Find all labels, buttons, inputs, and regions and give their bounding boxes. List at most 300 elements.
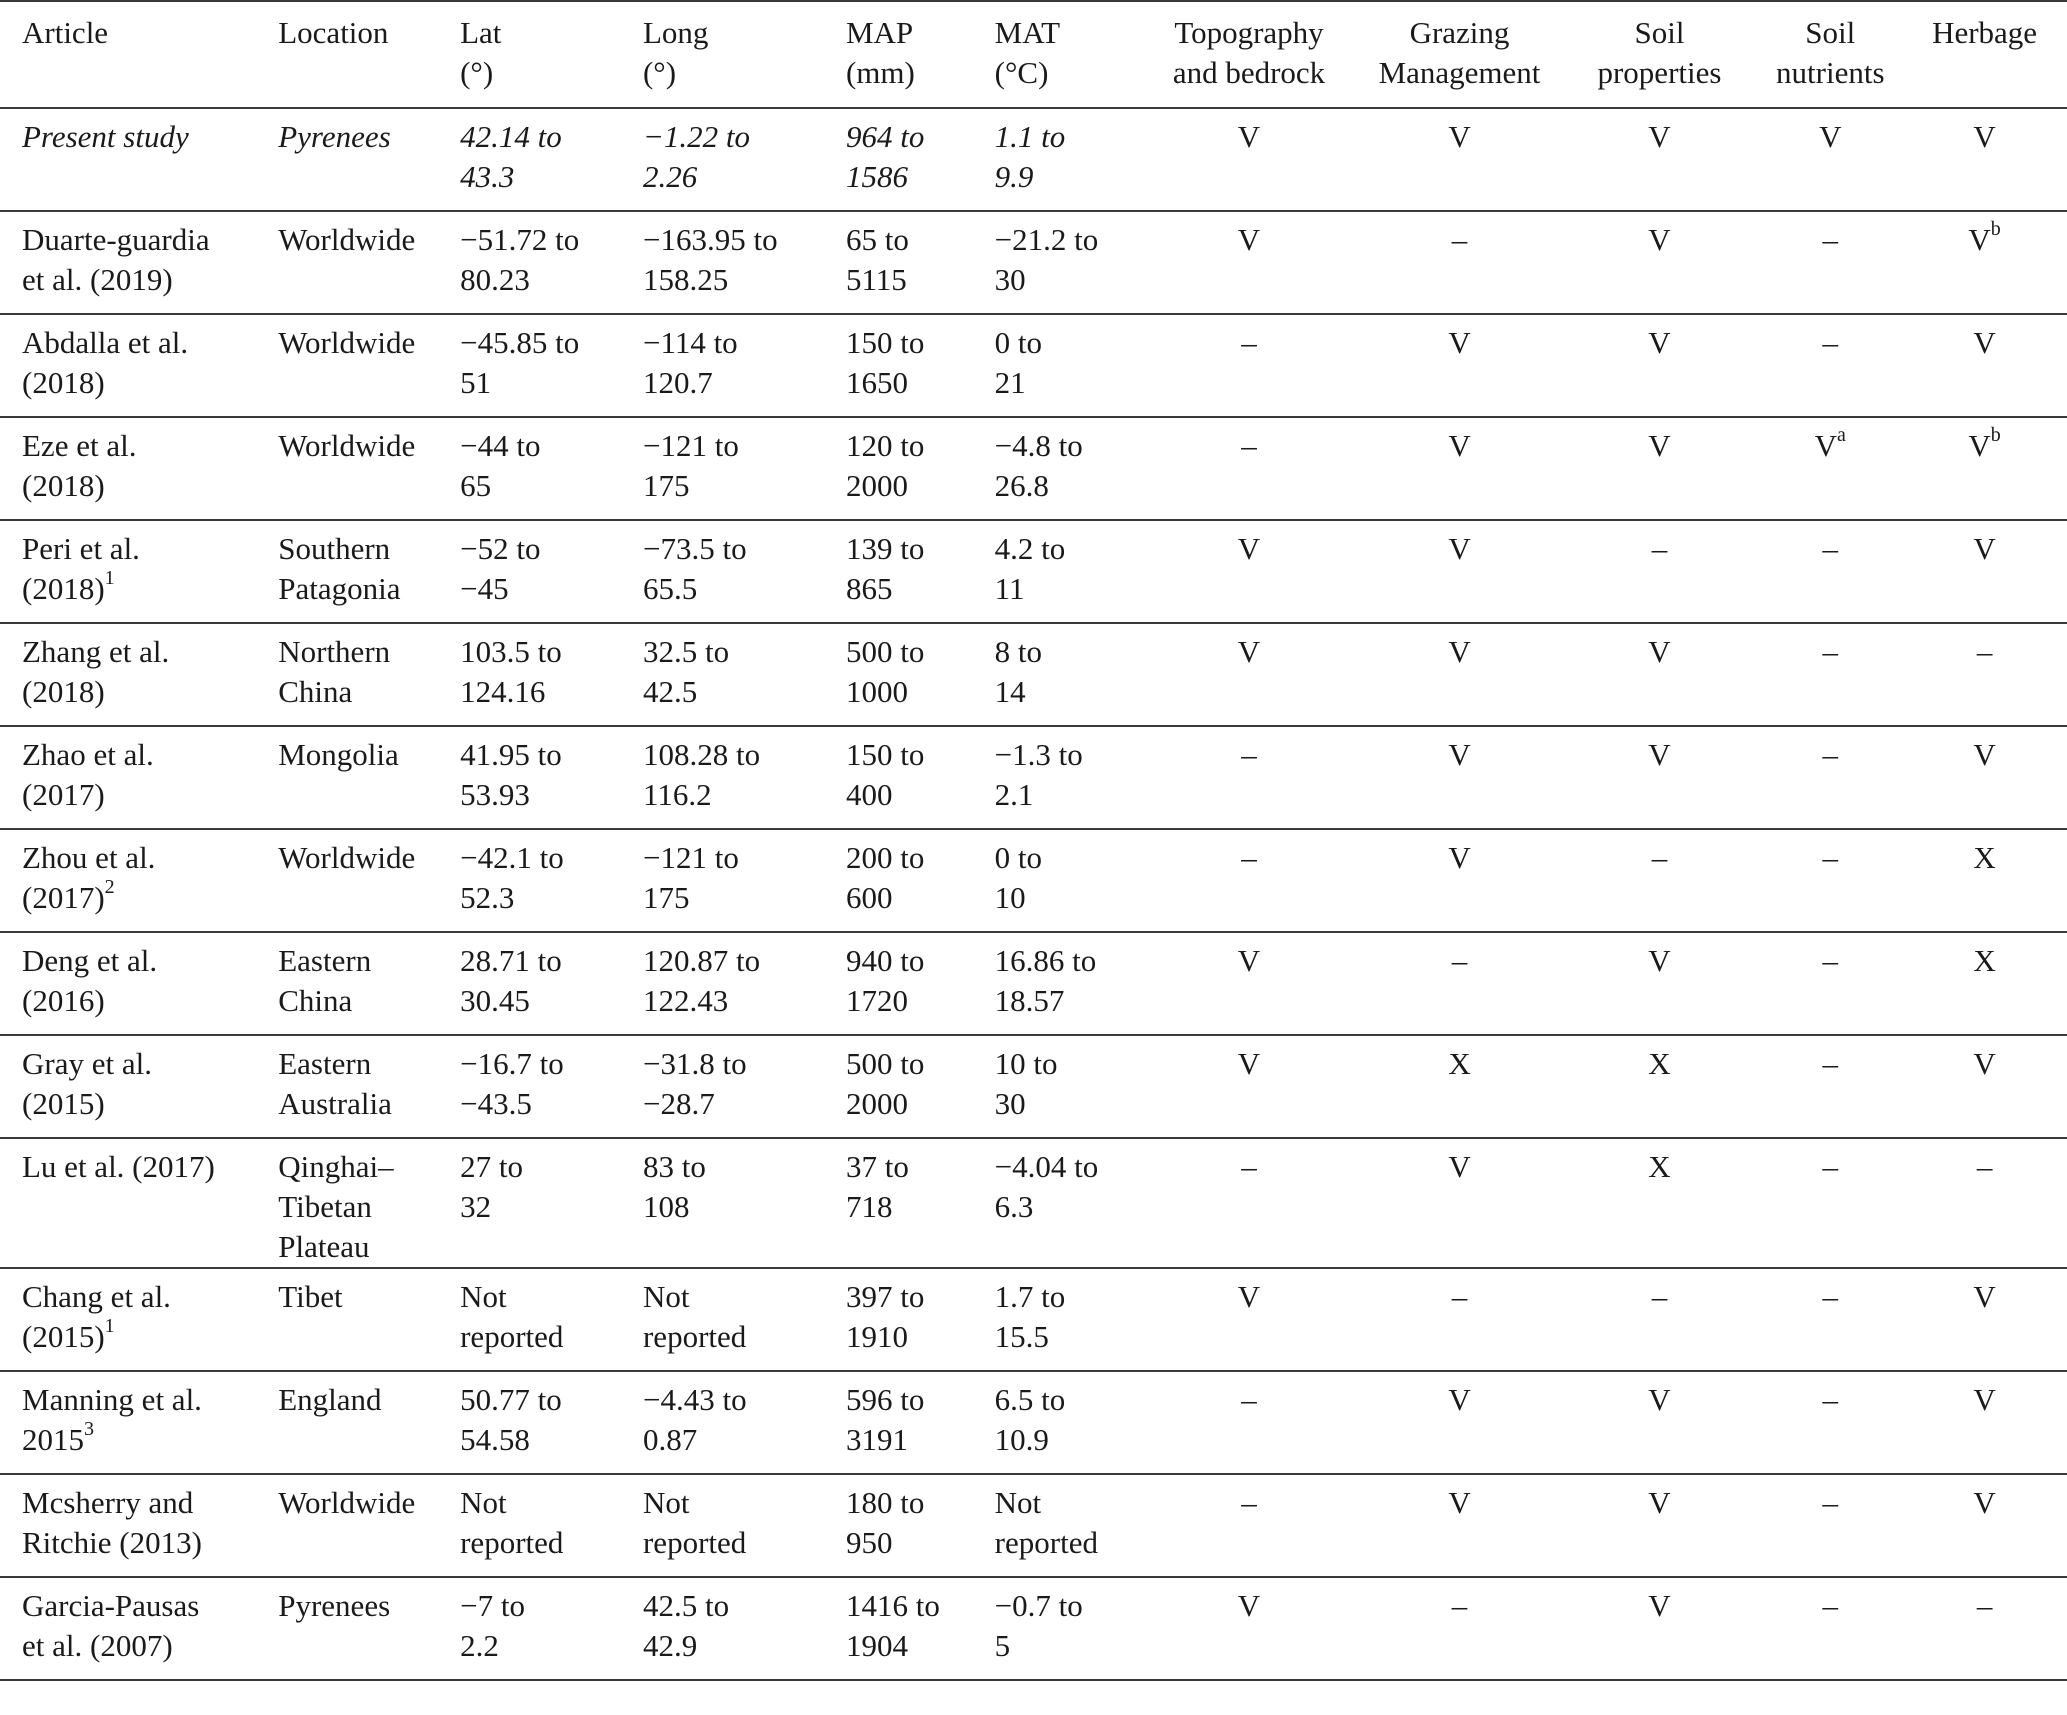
- mat-cell-line: 9.9: [994, 159, 1034, 194]
- map-cell: [824, 417, 973, 520]
- article-cell-line: Zhao et al.: [22, 737, 154, 772]
- soil-nutrients-mark: –: [1822, 531, 1839, 566]
- topography-mark: –: [1241, 840, 1257, 875]
- article-cell: [0, 1138, 256, 1268]
- soil-properties-mark: X: [1648, 1046, 1671, 1081]
- soil-nutrients-mark: –: [1822, 634, 1839, 669]
- article-cell-line: (2017): [22, 777, 105, 812]
- map-cell-line: 400: [845, 777, 893, 812]
- topography-mark: V: [1237, 1279, 1261, 1314]
- article-cell-line: Chang et al.: [22, 1279, 171, 1314]
- article-cell-line: Mcsherry and: [22, 1485, 194, 1520]
- long-cell: [621, 1035, 824, 1138]
- soil-nutrients-mark: –: [1822, 737, 1839, 772]
- article-cell: [0, 108, 256, 211]
- mat-cell-line: 5: [994, 1628, 1011, 1663]
- lat-cell: [438, 108, 621, 211]
- mat-cell-line: 10 to: [994, 1046, 1058, 1081]
- map-cell-line: 865: [845, 571, 893, 606]
- grazing-mark: V: [1448, 428, 1471, 463]
- soil-nutrients-mark: –: [1822, 1485, 1839, 1520]
- table-row: [0, 108, 2067, 211]
- mat-cell-line: Not: [994, 1485, 1042, 1520]
- footnote-marker: 1: [104, 566, 115, 589]
- location-cell: [256, 1474, 438, 1577]
- mat-cell-line: −21.2 to: [994, 222, 1099, 257]
- herbage-mark: V: [1973, 119, 1996, 154]
- herbage-mark: V: [1973, 325, 1996, 360]
- topography-mark: –: [1241, 737, 1257, 772]
- location-cell: [256, 108, 438, 211]
- table-row: [0, 1577, 2067, 1680]
- location-cell: [256, 932, 438, 1035]
- footnote-marker: 2: [104, 875, 115, 898]
- mat-cell-line: 21: [994, 365, 1026, 400]
- mat-cell-line: 6.3: [994, 1189, 1034, 1224]
- map-cell-line: 150 to: [845, 737, 925, 772]
- mat-cell-line: 4.2 to: [994, 531, 1066, 566]
- lat-cell-line: −51.72 to: [460, 222, 580, 257]
- table-row: [0, 1371, 2067, 1474]
- map-cell: [824, 520, 973, 623]
- long-cell: [621, 1371, 824, 1474]
- long-cell: [621, 829, 824, 932]
- map-cell-line: 2000: [845, 468, 908, 503]
- topography-mark: V: [1237, 1588, 1261, 1623]
- article-cell-line: (2018): [22, 674, 105, 709]
- herbage-mark: $V^b$: [1968, 217, 2001, 257]
- lat-cell-line: 50.77 to: [460, 1382, 562, 1417]
- grazing-mark: –: [1451, 1279, 1468, 1314]
- lat-cell-line: −16.7 to: [460, 1046, 564, 1081]
- footnote-marker: b: [1990, 217, 2001, 240]
- map-cell-line: 37 to: [845, 1149, 909, 1184]
- topography-mark: V: [1237, 1046, 1261, 1081]
- article-cell-line: (2018): [22, 468, 105, 503]
- lat-cell-line: 32: [460, 1189, 492, 1224]
- lat-cell-line: 43.3: [460, 159, 515, 194]
- topography-mark: –: [1241, 428, 1257, 463]
- article-cell: [0, 520, 256, 623]
- table-row: [0, 932, 2067, 1035]
- article-cell-line: Garcia-Pausas: [22, 1588, 200, 1623]
- lat-cell-line: 53.93: [460, 777, 530, 812]
- location-cell: [256, 1577, 438, 1680]
- location-cell: [256, 1268, 438, 1371]
- location-cell-line: China: [278, 674, 353, 709]
- mat-cell: [973, 1577, 1144, 1680]
- long-cell-line: 108: [642, 1189, 690, 1224]
- long-cell-line: 175: [642, 880, 690, 915]
- location-cell-line: Tibet: [278, 1279, 343, 1314]
- location-cell: [256, 1371, 438, 1474]
- location-cell-line: Eastern: [278, 943, 372, 978]
- footnote-marker: 3: [84, 1417, 94, 1440]
- map-cell: [824, 1371, 973, 1474]
- long-cell: [621, 108, 824, 211]
- grazing-mark: V: [1448, 1149, 1471, 1184]
- map-cell: [824, 108, 973, 211]
- table-row: [0, 1268, 2067, 1371]
- location-cell-line: Worldwide: [278, 840, 416, 875]
- topography-mark: V: [1237, 531, 1261, 566]
- mat-cell-line: 0 to: [994, 325, 1043, 360]
- soil-nutrients-mark: –: [1822, 325, 1839, 360]
- article-cell: [0, 1268, 256, 1371]
- lat-cell: [438, 520, 621, 623]
- topography-mark: –: [1241, 325, 1257, 360]
- map-cell-line: 397 to: [845, 1279, 925, 1314]
- article-cell-line: Lu et al. (2017): [22, 1149, 215, 1184]
- table-row: [0, 623, 2067, 726]
- lat-cell: [438, 1474, 621, 1577]
- mat-cell-line: reported: [994, 1525, 1098, 1560]
- article-cell-line: Present study: [22, 119, 189, 154]
- lat-cell-line: 65: [460, 468, 492, 503]
- map-cell-line: 500 to: [845, 1046, 925, 1081]
- long-cell-line: Not: [642, 1279, 690, 1314]
- map-cell-line: 2000: [845, 1086, 908, 1121]
- map-cell-line: 964 to: [845, 119, 925, 154]
- map-cell: [824, 1474, 973, 1577]
- soil-nutrients-mark: –: [1822, 222, 1839, 257]
- mat-cell: [973, 417, 1144, 520]
- soil-properties-mark: V: [1648, 428, 1671, 463]
- herbage-mark: X: [1973, 840, 1996, 875]
- mat-cell: [973, 108, 1144, 211]
- map-cell: [824, 211, 973, 314]
- mat-cell-line: 0 to: [994, 840, 1043, 875]
- grazing-mark: –: [1451, 943, 1468, 978]
- article-cell-line: et al. (2007): [22, 1628, 173, 1663]
- herbage-mark: V: [1973, 531, 1996, 566]
- lat-cell-line: 27 to: [460, 1149, 523, 1184]
- table-row: [0, 1474, 2067, 1577]
- soil-properties-mark: V: [1648, 634, 1671, 669]
- article-cell-line: Zhou et al.: [22, 840, 156, 875]
- soil-properties-mark: –: [1651, 840, 1668, 875]
- grazing-mark: V: [1448, 840, 1471, 875]
- soil-properties-mark: V: [1648, 943, 1671, 978]
- herbage-mark: V: [1973, 1046, 1996, 1081]
- lat-cell-line: −7 to: [460, 1588, 525, 1623]
- location-cell-line: Plateau: [278, 1229, 370, 1264]
- long-cell-line: 108.28 to: [642, 737, 761, 772]
- soil-nutrients-mark: –: [1822, 1149, 1839, 1184]
- map-cell: [824, 726, 973, 829]
- header-topography: Topography and bedrock: [1172, 15, 1326, 90]
- table-row: [0, 726, 2067, 829]
- header-location: Location: [278, 15, 389, 50]
- lat-cell-line: 41.95 to: [460, 737, 562, 772]
- mat-cell-line: 6.5 to: [994, 1382, 1066, 1417]
- long-cell: [621, 932, 824, 1035]
- grazing-mark: V: [1448, 1382, 1471, 1417]
- herbage-mark: V: [1973, 1382, 1996, 1417]
- location-cell: [256, 1138, 438, 1268]
- soil-nutrients-mark: –: [1822, 1588, 1839, 1623]
- soil-properties-mark: V: [1648, 737, 1671, 772]
- location-cell-line: England: [278, 1382, 382, 1417]
- lat-cell-line: −44 to: [460, 428, 541, 463]
- mat-cell-line: 10: [994, 880, 1026, 915]
- location-cell-line: Northern: [278, 634, 391, 669]
- soil-nutrients-mark: –: [1822, 1046, 1839, 1081]
- long-cell-line: reported: [642, 1525, 747, 1560]
- location-cell-line: Qinghai–: [278, 1149, 394, 1184]
- long-cell: [621, 1474, 824, 1577]
- map-cell: [824, 1035, 973, 1138]
- article-cell-line: Abdalla et al.: [22, 325, 189, 360]
- article-cell-line: Ritchie (2013): [22, 1525, 202, 1560]
- mat-cell: [973, 1138, 1144, 1268]
- lat-cell-line: 42.14 to: [460, 119, 562, 154]
- article-cell: [0, 1577, 256, 1680]
- mat-cell: [973, 726, 1144, 829]
- long-cell: [621, 314, 824, 417]
- article-cell-line: $(2015)^1$: [22, 1314, 115, 1354]
- article-cell-line: Manning et al.: [22, 1382, 202, 1417]
- article-cell: [0, 1035, 256, 1138]
- topography-mark: –: [1241, 1149, 1257, 1184]
- mat-cell: [973, 1035, 1144, 1138]
- map-cell-line: 200 to: [845, 840, 925, 875]
- mat-cell-line: 10.9: [994, 1422, 1049, 1457]
- map-cell: [824, 932, 973, 1035]
- mat-cell-line: 1.1 to: [994, 119, 1066, 154]
- table-row: [0, 211, 2067, 314]
- mat-cell-line: 15.5: [994, 1319, 1049, 1354]
- lat-cell-line: −45: [460, 571, 509, 606]
- article-cell-line: Eze et al.: [22, 428, 137, 463]
- mat-cell: [973, 1474, 1144, 1577]
- lat-cell-line: 103.5 to: [460, 634, 562, 669]
- article-cell-line: 2015$^3$: [22, 1417, 94, 1457]
- long-cell-line: −4.43 to: [642, 1382, 747, 1417]
- map-cell: [824, 1268, 973, 1371]
- map-cell-line: 1904: [845, 1628, 908, 1663]
- location-cell-line: Worldwide: [278, 222, 416, 257]
- map-cell: [824, 623, 973, 726]
- long-cell-line: 122.43: [642, 983, 729, 1018]
- article-cell: [0, 726, 256, 829]
- header-long: Long (°): [642, 15, 709, 90]
- soil-properties-mark: V: [1648, 119, 1671, 154]
- long-cell-line: Not: [642, 1485, 690, 1520]
- long-cell: [621, 1138, 824, 1268]
- topography-mark: V: [1237, 634, 1261, 669]
- lat-cell-line: Not: [460, 1279, 507, 1314]
- map-cell-line: 1650: [845, 365, 908, 400]
- article-cell-line: $(2018)^1$: [22, 566, 115, 606]
- header-mat: MAT (°C): [994, 15, 1061, 90]
- location-cell-line: Mongolia: [278, 737, 399, 772]
- location-cell: [256, 417, 438, 520]
- article-cell: [0, 1371, 256, 1474]
- footnote-marker: 1: [104, 1314, 115, 1337]
- lat-cell: [438, 623, 621, 726]
- location-cell: [256, 623, 438, 726]
- article-cell-line: Peri et al.: [22, 531, 140, 566]
- soil-properties-mark: –: [1651, 531, 1668, 566]
- grazing-mark: V: [1448, 634, 1471, 669]
- table-row: [0, 520, 2067, 623]
- long-cell-line: 116.2: [642, 777, 712, 812]
- location-cell: [256, 314, 438, 417]
- lat-cell: [438, 1268, 621, 1371]
- long-cell-line: reported: [642, 1319, 747, 1354]
- mat-cell: [973, 623, 1144, 726]
- map-cell-line: 600: [845, 880, 893, 915]
- map-cell-line: 500 to: [845, 634, 925, 669]
- map-cell-line: 950: [845, 1525, 893, 1560]
- long-cell: [621, 623, 824, 726]
- mat-cell: [973, 1268, 1144, 1371]
- table-body: [0, 108, 2067, 1680]
- soil-properties-mark: V: [1648, 1588, 1671, 1623]
- location-cell: [256, 211, 438, 314]
- long-cell-line: 42.5 to: [642, 1588, 730, 1623]
- soil-properties-mark: V: [1648, 222, 1671, 257]
- lat-cell-line: reported: [460, 1319, 564, 1354]
- long-cell-line: −31.8 to: [642, 1046, 747, 1081]
- long-cell: [621, 417, 824, 520]
- lat-cell-line: 124.16: [460, 674, 546, 709]
- soil-nutrients-mark: V: [1819, 119, 1842, 154]
- article-cell-line: Gray et al.: [22, 1046, 152, 1081]
- article-cell-line: (2018): [22, 365, 105, 400]
- map-cell-line: 1586: [845, 159, 908, 194]
- mat-cell-line: 26.8: [994, 468, 1049, 503]
- location-cell: [256, 726, 438, 829]
- lat-cell-line: −52 to: [460, 531, 541, 566]
- topography-mark: V: [1237, 222, 1261, 257]
- location-cell-line: Australia: [278, 1086, 392, 1121]
- soil-properties-mark: X: [1648, 1149, 1671, 1184]
- table-row: [0, 829, 2067, 932]
- long-cell-line: 83 to: [642, 1149, 706, 1184]
- lat-cell-line: −45.85 to: [460, 325, 580, 360]
- topography-mark: –: [1241, 1485, 1257, 1520]
- table-row: [0, 417, 2067, 520]
- article-cell: [0, 314, 256, 417]
- grazing-mark: X: [1448, 1046, 1471, 1081]
- mat-cell: [973, 520, 1144, 623]
- soil-nutrients-mark: –: [1822, 943, 1839, 978]
- soil-properties-mark: V: [1648, 1485, 1671, 1520]
- herbage-mark: –: [1976, 1149, 1993, 1184]
- long-cell: [621, 520, 824, 623]
- lat-cell-line: 30.45: [460, 983, 530, 1018]
- map-cell-line: 596 to: [845, 1382, 925, 1417]
- location-cell-line: Worldwide: [278, 325, 416, 360]
- herbage-mark: V: [1973, 1485, 1996, 1520]
- long-cell-line: 0.87: [642, 1422, 698, 1457]
- footnote-marker: b: [1990, 423, 2001, 446]
- map-cell-line: 65 to: [845, 222, 909, 257]
- topography-mark: V: [1237, 943, 1261, 978]
- map-cell-line: 180 to: [845, 1485, 925, 1520]
- header-article: Article: [22, 15, 109, 50]
- map-cell-line: 3191: [845, 1422, 908, 1457]
- location-cell: [256, 1035, 438, 1138]
- long-cell-line: −114 to: [642, 325, 738, 360]
- soil-properties-mark: –: [1651, 1279, 1668, 1314]
- long-cell-line: 42.5: [642, 674, 698, 709]
- long-cell: [621, 211, 824, 314]
- location-cell-line: Pyrenees: [278, 119, 391, 154]
- location-cell-line: Southern: [278, 531, 391, 566]
- map-cell: [824, 1577, 973, 1680]
- long-cell-line: 175: [642, 468, 690, 503]
- soil-nutrients-mark: –: [1822, 840, 1839, 875]
- location-cell-line: Patagonia: [278, 571, 401, 606]
- long-cell-line: 32.5 to: [642, 634, 730, 669]
- soil-nutrients-mark: –: [1822, 1279, 1839, 1314]
- long-cell: [621, 1268, 824, 1371]
- map-cell-line: 139 to: [845, 531, 925, 566]
- grazing-mark: V: [1448, 119, 1471, 154]
- long-cell-line: 120.7: [642, 365, 713, 400]
- map-cell-line: 1000: [845, 674, 908, 709]
- article-cell-line: $(2017)^2$: [22, 875, 115, 915]
- lat-cell-line: Not: [460, 1485, 507, 1520]
- mat-cell-line: 18.57: [994, 983, 1065, 1018]
- long-cell-line: 120.87 to: [642, 943, 761, 978]
- grazing-mark: V: [1448, 1485, 1471, 1520]
- mat-cell-line: −1.3 to: [994, 737, 1083, 772]
- mat-cell-line: 1.7 to: [994, 1279, 1066, 1314]
- grazing-mark: –: [1451, 1588, 1468, 1623]
- header-map: MAP (mm): [845, 15, 915, 90]
- lat-cell: [438, 1577, 621, 1680]
- header-lat: Lat (°): [460, 15, 502, 90]
- map-cell-line: 1720: [845, 983, 908, 1018]
- map-cell: [824, 314, 973, 417]
- lat-cell-line: 2.2: [460, 1628, 499, 1663]
- topography-mark: V: [1237, 119, 1261, 154]
- article-cell: [0, 1474, 256, 1577]
- map-cell-line: 940 to: [845, 943, 925, 978]
- map-cell: [824, 1138, 973, 1268]
- lat-cell-line: 28.71 to: [460, 943, 562, 978]
- mat-cell-line: 16.86 to: [994, 943, 1097, 978]
- map-cell: [824, 829, 973, 932]
- header-soil-properties: Soil properties: [1597, 15, 1722, 90]
- long-cell-line: −163.95 to: [642, 222, 778, 257]
- long-cell-line: −121 to: [642, 840, 739, 875]
- long-cell-line: 65.5: [642, 571, 698, 606]
- table-row: [0, 1138, 2067, 1268]
- lat-cell-line: 51: [460, 365, 492, 400]
- long-cell-line: 42.9: [642, 1628, 698, 1663]
- mat-cell: [973, 314, 1144, 417]
- location-cell-line: Worldwide: [278, 1485, 416, 1520]
- soil-properties-mark: V: [1648, 1382, 1671, 1417]
- long-cell-line: −1.22 to: [642, 119, 751, 154]
- grazing-mark: V: [1448, 325, 1471, 360]
- article-cell-line: et al. (2019): [22, 262, 173, 297]
- location-cell-line: China: [278, 983, 353, 1018]
- header-herbage: Herbage: [1932, 15, 2038, 50]
- article-cell-line: Deng et al.: [22, 943, 158, 978]
- lat-cell-line: −42.1 to: [460, 840, 564, 875]
- footnote-marker: a: [1837, 423, 1846, 446]
- grazing-mark: V: [1448, 531, 1471, 566]
- mat-cell-line: 30: [994, 1086, 1026, 1121]
- map-cell-line: 5115: [845, 262, 907, 297]
- herbage-mark: –: [1976, 1588, 1993, 1623]
